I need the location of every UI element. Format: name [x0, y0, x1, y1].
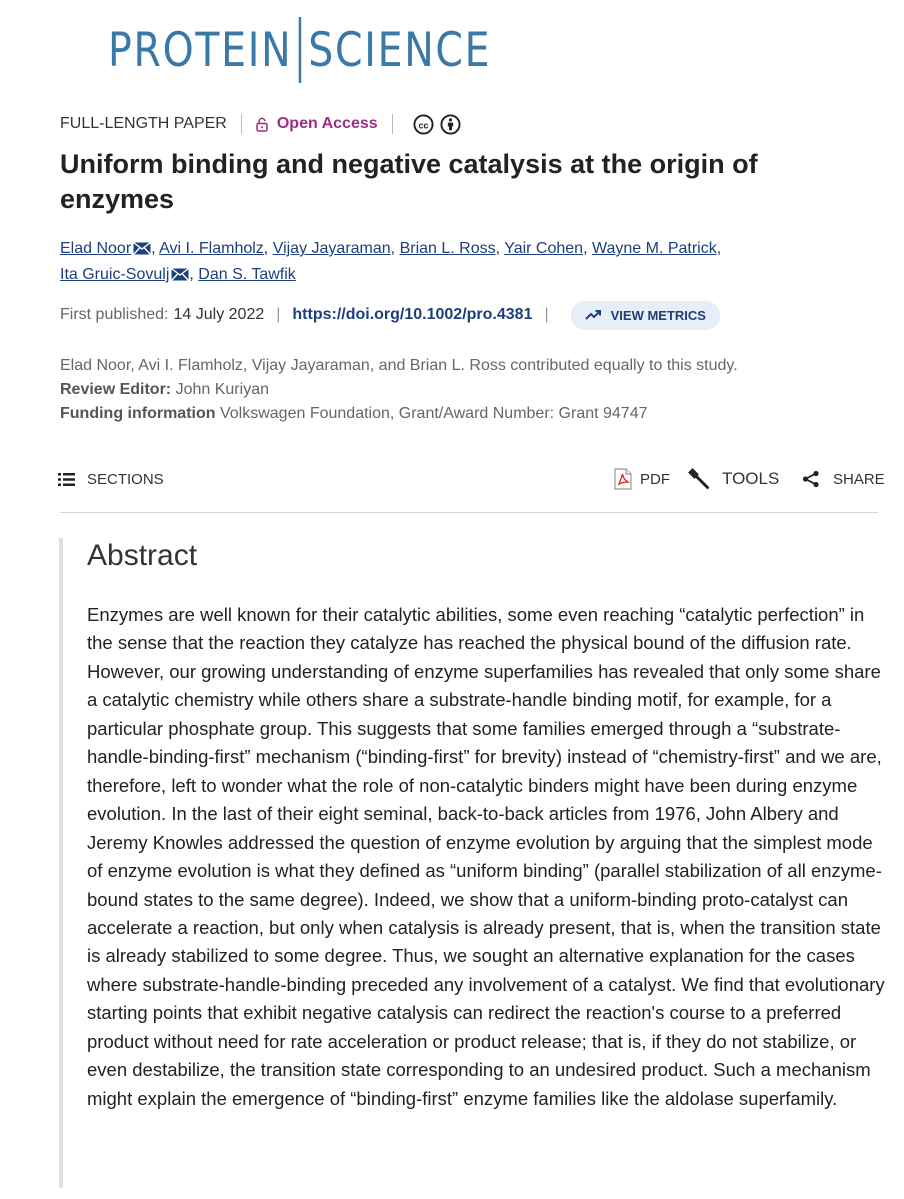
sections-label: SECTIONS	[87, 470, 164, 488]
review-editor-value: John Kuriyan	[175, 381, 269, 398]
pdf-button[interactable]	[614, 466, 670, 492]
by-icon	[440, 114, 461, 135]
view-metrics-button[interactable]	[571, 301, 720, 330]
author-link[interactable]: Dan S. Tawfik	[198, 266, 296, 283]
open-access-badge[interactable]	[256, 115, 378, 133]
funding-label: Funding information	[60, 405, 216, 422]
logo-divider	[299, 17, 302, 83]
divider	[241, 114, 242, 134]
contribution-note: Elad Noor, Avi I. Flamholz, Vijay Jayaraman, and Brian L. Ross contributed equally to this study.	[60, 357, 738, 374]
funding-value: Volkswagen Foundation, Grant/Award Number: Grant 94747	[219, 405, 648, 422]
open-access-label: Open Access	[276, 115, 378, 132]
author-list: Elad Noor , Avi I. Flamholz, Vijay Jayaraman, Brian L. Ross, Yair Cohen, Wayne M. Patrick, Ita Gruic-Sovulj , Dan S. Tawfik	[60, 240, 722, 283]
publish-date: 14 July 2022	[173, 306, 265, 323]
sections-button[interactable]	[58, 466, 164, 492]
article-title: Uniform binding and negative catalysis at the origin of enzymes	[60, 149, 758, 214]
tools-label: TOOLS	[722, 469, 780, 488]
pdf-icon	[614, 468, 632, 490]
open-lock-icon	[256, 117, 268, 132]
license-icons[interactable]	[413, 114, 461, 135]
share-icon	[802, 470, 820, 488]
author-link[interactable]: Brian L. Ross	[399, 240, 496, 257]
abstract-heading: Abstract	[87, 539, 198, 572]
wrench-icon	[688, 468, 710, 490]
list-icon	[58, 473, 75, 486]
abstract-text: Enzymes are well known for their catalytic abilities, some even reaching “catalytic perfection” in the sense that the reaction they catalyze has reached the physical bound of the diffusion rate. However, our growing understanding of enzyme superfamilies has revealed that only some share a catalytic chemistry while others share a substrate-handle binding motif, for example, for a particular phosphate group. This suggests that some families emerged through a “substrate-handle-binding-first” mechanism (“binding-first” for brevity) instead of “chemistry-first” and we are, therefore, left to wonder what the role of non-catalytic binders might have been during enzyme evolution. In the last of their eight seminal, back-to-back articles from 1976, John Albery and Jeremy Knowles addressed the question of enzyme evolution by arguing that the simplest mode of enzyme evolution is what they defined as “uniform binding” (parallel stabilization of all enzyme-bound states to the same degree). Indeed, we show that a uniform-binding proto-catalyst can accelerate a reaction, but only when catalysis is already present, that is, when the transition state is already stabilized to some degree. Thus, we sought an alternative explanation for the cases where substrate-handle-binding preceded any involvement of a catalyst. We find that evolutionary starting points that exhibit negative catalysis can redirect the reaction's course to a preferred product without need for rate acceleration or product release; that is, if they do not stabilize, or even destabilize, the transition state corresponding to an undesired product. Such a mechanism might explain the emergence of “binding-first” enzyme families like the aldolase superfamily.	[87, 604, 885, 1109]
article-type: FULL-LENGTH PAPER	[60, 115, 227, 132]
article-toolbar	[58, 466, 885, 492]
journal-name-left: PROTEIN	[108, 22, 293, 78]
author-link[interactable]: Vijay Jayaraman	[272, 240, 391, 257]
abstract-accent-bar	[59, 538, 63, 1188]
trend-up-icon	[585, 310, 601, 320]
author-link[interactable]: Yair Cohen	[504, 240, 584, 257]
view-metrics-label: VIEW METRICS	[610, 307, 706, 323]
pdf-label: PDF	[640, 470, 670, 488]
review-editor-label: Review Editor:	[60, 381, 172, 398]
article-type-row	[60, 113, 461, 135]
publication-info: First published: 14 July 2022 | https://doi.org/10.1002/pro.4381 | VIEW METRICS	[60, 302, 720, 328]
cc-icon	[413, 114, 434, 135]
share-button[interactable]	[802, 466, 885, 492]
journal-logo[interactable]	[108, 14, 491, 86]
mail-icon[interactable]	[171, 268, 189, 281]
review-editor-row	[60, 378, 738, 402]
author-link[interactable]: Wayne M. Patrick	[591, 240, 717, 257]
mail-icon[interactable]	[133, 242, 151, 255]
toolbar-divider	[60, 512, 878, 513]
journal-name-right: SCIENCE	[308, 22, 492, 78]
svg-text:cc: cc	[418, 119, 429, 130]
divider	[392, 114, 393, 134]
tools-button[interactable]	[688, 466, 779, 492]
article-meta	[60, 354, 738, 426]
author-link[interactable]: Ita Gruic-Sovulj	[60, 266, 170, 283]
author-link[interactable]: Avi I. Flamholz	[159, 240, 264, 257]
funding-row	[60, 402, 738, 426]
doi-link[interactable]: https://doi.org/10.1002/pro.4381	[292, 306, 533, 323]
first-published-label: First published:	[60, 306, 169, 323]
author-link[interactable]: Elad Noor	[60, 240, 132, 257]
share-label: SHARE	[833, 470, 885, 488]
